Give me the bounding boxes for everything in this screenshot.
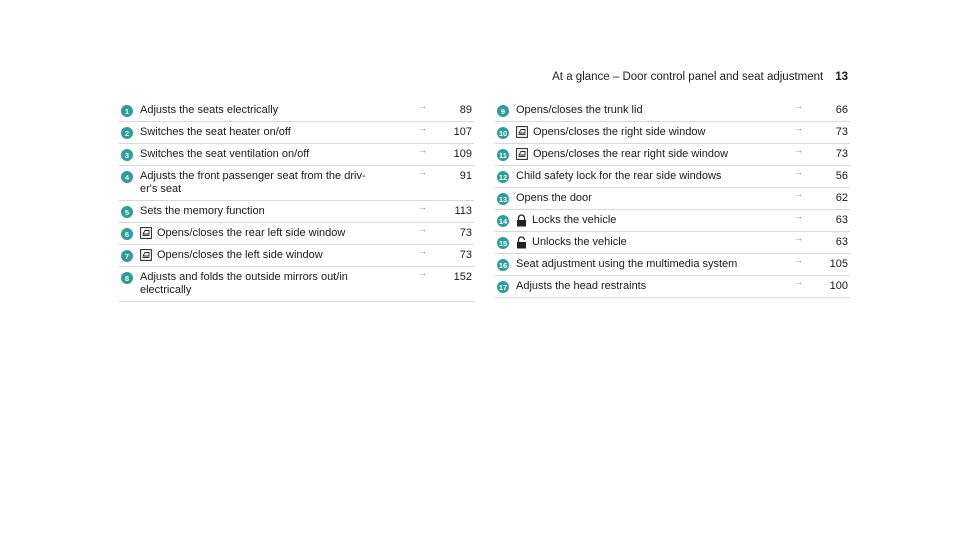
item-number-badge: 13 — [498, 194, 508, 204]
item-number-badge: 6 — [121, 228, 133, 240]
item-description — [516, 170, 794, 183]
page-reference-arrow: → — [418, 123, 427, 133]
page-reference[interactable]: 113 — [454, 205, 472, 217]
item-number-badge: 9 — [497, 105, 509, 117]
item-text: Sets the memory function — [140, 205, 265, 217]
page-reference[interactable]: 73 — [835, 126, 848, 138]
item-text: Opens/closes the rear right side window — [533, 148, 729, 160]
left-legend-list — [119, 100, 474, 302]
page-reference-arrow: → — [794, 277, 803, 287]
page-reference-arrow: → — [794, 189, 803, 199]
item-number-badge: 16 — [498, 260, 508, 270]
item-number-badge: 1 — [121, 105, 133, 117]
page-reference-arrow: → — [794, 211, 803, 221]
item-description — [516, 258, 794, 271]
item-number-badge: 4 — [121, 171, 133, 183]
page-reference-arrow: → — [418, 145, 427, 155]
page-reference[interactable]: 63 — [835, 214, 848, 226]
item-text: Opens the door — [516, 192, 592, 204]
item-text: Switches the seat heater on/off — [140, 126, 291, 138]
item-number-badge: 8 — [121, 272, 133, 284]
right-legend-list — [495, 100, 850, 298]
legend-item — [119, 245, 474, 267]
item-description — [140, 205, 418, 218]
item-number-badge: 7 — [121, 250, 133, 262]
legend-item — [495, 144, 850, 166]
item-text: Switches the seat ventilation on/off — [140, 148, 310, 160]
item-description — [140, 126, 418, 139]
item-description — [140, 271, 418, 297]
legend-item — [119, 122, 474, 144]
page-reference[interactable]: 73 — [835, 148, 848, 160]
item-text: Locks the vehicle — [532, 214, 617, 226]
item-number-badge: 10 — [498, 128, 508, 138]
legend-item — [119, 144, 474, 166]
page-reference-arrow: → — [794, 101, 803, 111]
page-reference[interactable]: 89 — [459, 104, 472, 116]
item-text: Adjusts and folds the outside mirrors out/in electrically — [140, 271, 348, 296]
page-reference-arrow: → — [794, 233, 803, 243]
page-reference[interactable]: 109 — [453, 148, 472, 160]
item-description — [516, 126, 794, 139]
item-number-badge: 15 — [498, 238, 508, 248]
page-reference-arrow: → — [418, 246, 427, 256]
legend-item — [495, 254, 850, 276]
item-text: Opens/closes the left side window — [157, 249, 323, 261]
item-text: Adjusts the front passenger seat from the driv- er's seat — [140, 170, 366, 195]
item-number-badge: 17 — [498, 282, 508, 292]
legend-item — [495, 210, 850, 232]
item-number-badge: 12 — [498, 172, 508, 182]
item-description — [516, 192, 794, 205]
page-reference[interactable]: 62 — [835, 192, 848, 204]
section-title: At a glance – Door control panel and seat adjustment — [552, 71, 824, 83]
legend-item — [495, 166, 850, 188]
page-reference-arrow: → — [418, 268, 427, 278]
item-text: Opens/closes the trunk lid — [516, 104, 643, 116]
page-reference[interactable]: 73 — [459, 249, 472, 261]
window-icon — [140, 249, 152, 261]
page-reference[interactable]: 73 — [459, 227, 472, 239]
page-header — [552, 71, 848, 83]
legend-item — [495, 122, 850, 144]
item-description — [140, 227, 418, 240]
item-text: Adjusts the seats electrically — [140, 104, 279, 116]
page-reference-arrow: → — [418, 202, 427, 212]
page-reference-arrow: → — [418, 101, 427, 111]
legend-item — [119, 166, 474, 201]
item-number-badge: 14 — [498, 216, 508, 226]
page-reference[interactable]: 91 — [459, 170, 472, 182]
legend-item — [119, 267, 474, 302]
item-number-badge: 5 — [121, 206, 133, 218]
legend-item — [119, 100, 474, 122]
legend-item — [495, 188, 850, 210]
lock-icon — [516, 214, 527, 227]
page-reference[interactable]: 105 — [829, 258, 848, 270]
item-number-badge: 2 — [121, 127, 133, 139]
page-reference-arrow: → — [794, 145, 803, 155]
item-text: Opens/closes the right side window — [533, 126, 706, 138]
window-icon — [516, 148, 528, 160]
item-text: Seat adjustment using the multimedia system — [516, 258, 738, 270]
item-text: Unlocks the vehicle — [532, 236, 627, 248]
page-number: 13 — [835, 71, 848, 83]
item-description — [140, 249, 418, 262]
item-text: Child safety lock for the rear side windows — [516, 170, 722, 182]
item-description — [140, 148, 418, 161]
window-icon — [140, 227, 152, 239]
legend-item — [119, 223, 474, 245]
item-number-badge: 3 — [121, 149, 133, 161]
item-description — [140, 104, 418, 117]
item-description — [516, 214, 794, 227]
page-reference[interactable]: 100 — [829, 280, 848, 292]
legend-item — [495, 100, 850, 122]
legend-item — [495, 276, 850, 298]
legend-item — [119, 201, 474, 223]
page-reference-arrow: → — [794, 167, 803, 177]
item-description — [140, 170, 418, 196]
item-number-badge: 11 — [497, 149, 509, 161]
page-reference[interactable]: 152 — [453, 271, 472, 283]
page-reference-arrow: → — [418, 167, 427, 177]
page-reference-arrow: → — [794, 123, 803, 133]
item-text: Opens/closes the rear left side window — [157, 227, 346, 239]
page-reference-arrow: → — [418, 224, 427, 234]
item-description — [516, 236, 794, 249]
legend-item — [495, 232, 850, 254]
page-reference[interactable]: 107 — [453, 126, 472, 138]
page-reference[interactable]: 63 — [835, 236, 848, 248]
item-text: Adjusts the head restraints — [516, 280, 647, 292]
page-reference-arrow: → — [794, 255, 803, 265]
unlock-icon — [516, 236, 527, 249]
page-reference[interactable]: 66 — [835, 104, 848, 116]
page-reference[interactable]: 56 — [835, 170, 848, 182]
item-description — [516, 280, 794, 293]
item-description — [516, 104, 794, 117]
item-description — [516, 148, 794, 161]
window-icon — [516, 126, 528, 138]
